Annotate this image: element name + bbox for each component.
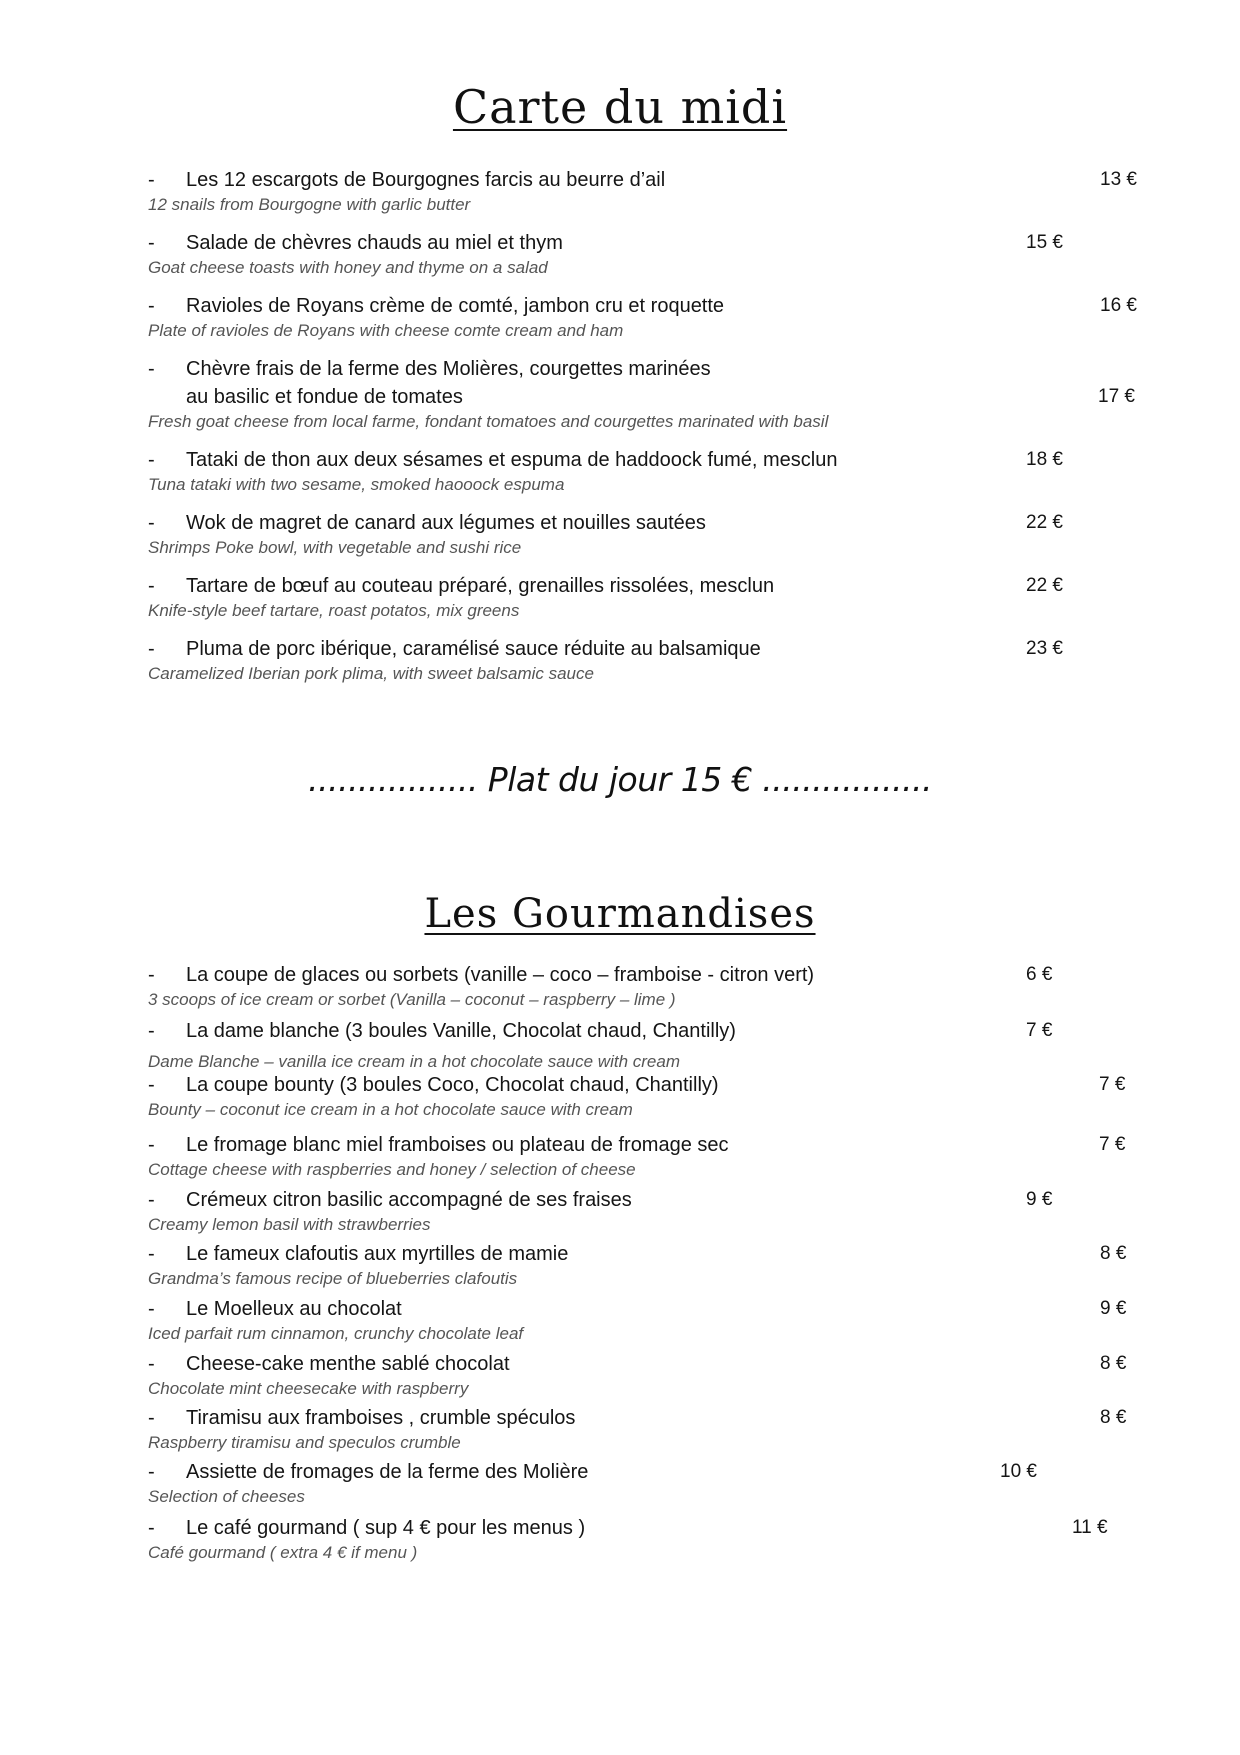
lunch-item-price: 22 €	[1026, 575, 1063, 596]
dessert-item-description: Raspberry tiramisu and speculos crumble	[148, 1433, 461, 1452]
bullet-dash: -	[148, 575, 155, 597]
dessert-item	[148, 1458, 1148, 1508]
dessert-item	[148, 1071, 1148, 1121]
bullet-dash: -	[148, 232, 155, 254]
lunch-item-description: Caramelized Iberian pork plima, with sweet balsamic sauce	[148, 664, 594, 683]
lunch-item	[148, 572, 1148, 622]
lunch-item-description: Shrimps Poke bowl, with vegetable and sushi rice	[148, 538, 522, 557]
dessert-item-description: Creamy lemon basil with strawberries	[148, 1215, 431, 1234]
lunch-item-price: 22 €	[1026, 512, 1063, 533]
lunch-item	[148, 509, 1148, 559]
lunch-item-description: Knife-style beef tartare, roast potatos, mix greens	[148, 601, 520, 620]
bullet-dash: -	[148, 1461, 155, 1483]
bullet-dash: -	[148, 295, 155, 317]
lunch-item-name: Tataki de thon aux deux sésames et espuma de haddoock fumé, mesclun	[186, 449, 838, 471]
lunch-item-name: Tartare de bœuf au couteau préparé, grenailles rissolées, mesclun	[186, 575, 775, 597]
lunch-item	[148, 355, 1148, 433]
bullet-dash: -	[148, 1020, 155, 1042]
bullet-dash: -	[148, 1074, 155, 1096]
dessert-item-price: 11 €	[1072, 1517, 1108, 1538]
lunch-item-price: 17 €	[1098, 386, 1135, 407]
dessert-item	[148, 961, 1148, 1011]
bullet-dash: -	[148, 1353, 155, 1375]
dessert-item-name: La coupe bounty (3 boules Coco, Chocolat chaud, Chantilly)	[186, 1074, 719, 1096]
lunch-item-description: Goat cheese toasts with honey and thyme on a salad	[148, 258, 548, 277]
dessert-item-name: Le Moelleux au chocolat	[186, 1298, 402, 1320]
dessert-item-price: 7 €	[1026, 1020, 1053, 1041]
dessert-item-price: 8 €	[1100, 1243, 1127, 1264]
dessert-item	[148, 1295, 1148, 1345]
dessert-item-name: Assiette de fromages de la ferme des Molière	[186, 1461, 589, 1483]
page-title: Carte du midi	[452, 80, 788, 134]
dessert-item-name: Cheese-cake menthe sablé chocolat	[186, 1353, 510, 1375]
bullet-dash: -	[148, 964, 155, 986]
dessert-item-description: 3 scoops of ice cream or sorbet (Vanilla – coconut – raspberry – lime )	[148, 990, 676, 1009]
dessert-item-description: Cottage cheese with raspberries and honey / selection of cheese	[148, 1160, 636, 1179]
bullet-dash: -	[148, 1243, 155, 1265]
plat-du-jour: ................. Plat du jour 15 € .................	[307, 760, 932, 799]
dessert-item-description: Grandma’s famous recipe of blueberries clafoutis	[148, 1269, 518, 1288]
lunch-item	[148, 166, 1148, 216]
lunch-item-name: au basilic et fondue de tomates	[186, 386, 463, 408]
lunch-item-price: 23 €	[1026, 638, 1063, 659]
bullet-dash: -	[148, 449, 155, 471]
lunch-item	[148, 292, 1148, 342]
lunch-item-price: 18 €	[1026, 449, 1063, 470]
dessert-item-name: La coupe de glaces ou sorbets (vanille – coco – framboise - citron vert)	[186, 964, 815, 986]
bullet-dash: -	[148, 1407, 155, 1429]
dessert-item	[148, 1404, 1148, 1454]
dessert-item-price: 7 €	[1099, 1134, 1126, 1155]
dessert-item	[148, 1186, 1148, 1236]
lunch-item-price: 15 €	[1026, 232, 1063, 253]
dessert-item-name: Le café gourmand ( sup 4 € pour les menus )	[186, 1517, 586, 1539]
dessert-item	[148, 1240, 1148, 1290]
dessert-item-description: Iced parfait rum cinnamon, crunchy chocolate leaf	[148, 1324, 524, 1343]
dessert-item-description: Café gourmand ( extra 4 € if menu )	[148, 1543, 418, 1562]
bullet-dash: -	[148, 169, 155, 191]
lunch-item-name: Pluma de porc ibérique, caramélisé sauce réduite au balsamique	[186, 638, 761, 660]
dessert-item-price: 9 €	[1026, 1189, 1053, 1210]
dessert-item	[148, 1017, 1148, 1073]
bullet-dash: -	[148, 1134, 155, 1156]
dessert-item-description: Dame Blanche – vanilla ice cream in a hot chocolate sauce with cream	[148, 1052, 680, 1071]
bullet-dash: -	[148, 358, 155, 380]
dessert-item-price: 8 €	[1100, 1353, 1127, 1374]
bullet-dash: -	[148, 1189, 155, 1211]
dessert-item-name: Crémeux citron basilic accompagné de ses fraises	[186, 1189, 632, 1211]
dessert-item	[148, 1514, 1148, 1564]
bullet-dash: -	[148, 1517, 155, 1539]
dessert-item-description: Selection of cheeses	[148, 1487, 305, 1506]
lunch-item	[148, 229, 1148, 279]
desserts-title: Les Gourmandises	[424, 891, 816, 937]
dessert-item-price: 8 €	[1100, 1407, 1127, 1428]
lunch-item	[148, 635, 1148, 685]
dessert-item-price: 10 €	[1000, 1461, 1037, 1482]
lunch-item-description: Fresh goat cheese from local farme, fondant tomatoes and courgettes marinated with basil	[148, 412, 829, 431]
dessert-item	[148, 1350, 1148, 1400]
dessert-item-name: Le fromage blanc miel framboises ou plateau de fromage sec	[186, 1134, 729, 1156]
dessert-item-name: Tiramisu aux framboises , crumble spéculos	[186, 1407, 576, 1429]
bullet-dash: -	[148, 638, 155, 660]
lunch-item-name: Les 12 escargots de Bourgognes farcis au beurre d’ail	[186, 169, 666, 191]
lunch-item-description: Tuna tataki with two sesame, smoked haooock espuma	[148, 475, 565, 494]
lunch-item-price: 13 €	[1100, 169, 1137, 190]
bullet-dash: -	[148, 1298, 155, 1320]
lunch-item-description: 12 snails from Bourgogne with garlic butter	[148, 195, 471, 214]
lunch-item-description: Plate of ravioles de Royans with cheese comte cream and ham	[148, 321, 624, 340]
dessert-item-price: 9 €	[1100, 1298, 1127, 1319]
lunch-item-price: 16 €	[1100, 295, 1137, 316]
dessert-item-price: 6 €	[1026, 964, 1053, 985]
dessert-item-price: 7 €	[1099, 1074, 1126, 1095]
lunch-item-name: Ravioles de Royans crème de comté, jambon cru et roquette	[186, 295, 725, 317]
lunch-item	[148, 446, 1148, 496]
dessert-item-description: Bounty – coconut ice cream in a hot chocolate sauce with cream	[148, 1100, 633, 1119]
dessert-item-name: Le fameux clafoutis aux myrtilles de mamie	[186, 1243, 569, 1265]
dessert-item-name: La dame blanche (3 boules Vanille, Chocolat chaud, Chantilly)	[186, 1020, 736, 1042]
lunch-item-name: Wok de magret de canard aux légumes et nouilles sautées	[186, 512, 706, 534]
bullet-dash: -	[148, 512, 155, 534]
dessert-item-description: Chocolate mint cheesecake with raspberry	[148, 1379, 469, 1398]
lunch-item-name: Chèvre frais de la ferme des Molières, courgettes marinées	[186, 358, 711, 380]
lunch-item-name: Salade de chèvres chauds au miel et thym	[186, 232, 563, 254]
dessert-item	[148, 1131, 1148, 1181]
